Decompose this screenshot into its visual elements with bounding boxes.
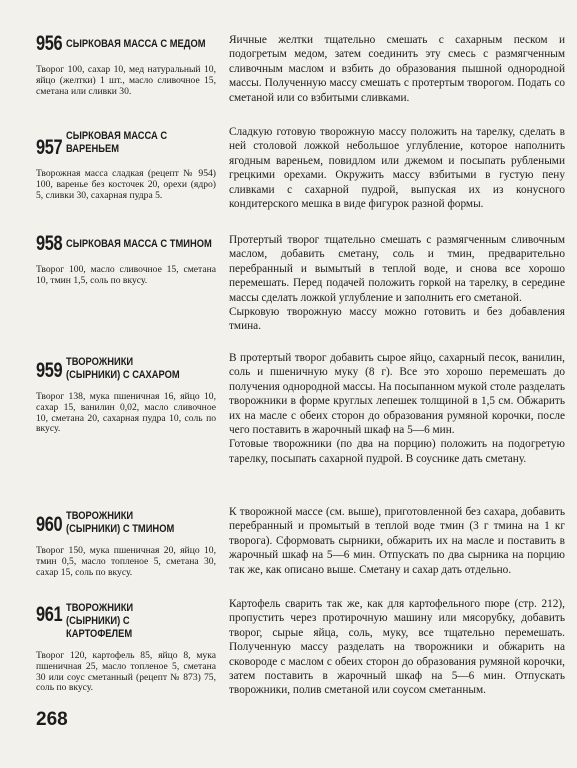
instructions-paragraph: Яичные желтки тщательно смешать с сахарным песком и подогретым медом, затем соединить эту смесь с размягченным сливочным маслом и взбить до образования пышной однородной массы. Полученную массу смешать с протертым творогом. Подать со сметаной или со взбитыми сливками. [229,34,565,104]
recipe-header [36,351,216,435]
instructions-paragraph: Готовые творожники (по два на порцию) положить на подогретую тарелку, посыпать сахарной пудрой. В соуснике дать сметану. [229,438,565,465]
instructions-paragraph: К творожной массе (см. выше), приготовленной без сахара, добавить перебранный и промытый в теплой воде тмин (3 г тмина на 1 кг творога). Сформовать сырники, обжарить их на масле и поставить в жарочный шкаф на 5—6 мин. Отпускать по два сырника на порцию так же, как описано выше. Сметану и сахар дать отдельно. [229,506,565,576]
recipe-header [36,125,216,201]
recipe-ingredients: Творог 150, мука пшеничная 20, яйцо 10, тмин 0,5, масло топленое 5, сметана 30, сахар 15, соль по вкусу. [36,545,216,578]
recipe-ingredients: Творог 100, масло сливочное 15, сметана 10, тмин 1,5, соль по вкусу. [36,264,216,286]
recipe-header [36,505,216,578]
recipe-instructions [229,597,565,698]
recipe-title: СЫРКОВАЯ МАССА С ТМИНОМ [66,238,212,250]
instructions-paragraph: Протертый творог тщательно смешать с размягченным сливочным маслом, добавить сметану, соль и тмин, предварительно перебранный и вымытый в теплой воде, и снова все хорошо перемешать. Перед подачей положить горкой на тарелку, в середине массы сделать ложкой углубление и заполнить его сметаной. [229,234,565,304]
instructions-paragraph: Сладкую готовую творожную массу положить на тарелку, сделать в ней столовой ложкой небольшое углубление, которое наполнить ягодным вареньем, повидлом или джемом и посыпать рублеными грецкими орехами. Окружить массу взбитыми в густую пену сливками с сахарной пудрой, выпуская их из конусного кондитерского мешка в виде фигурок разной формы. [229,126,565,211]
recipe-title: СЫРКОВАЯ МАССА С МЕДОМ [66,38,206,50]
recipe-ingredients: Творожная масса сладкая (рецепт № 954) 100, варенье без косточек 20, орехи (ядро) 5, сливки 30, сахарная пудра 5. [36,168,216,201]
recipe-number: 959 [36,359,63,382]
recipe-number: 956 [36,32,63,55]
recipe-title: ТВОРОЖНИКИ (СЫРНИКИ) С ТМИНОМ [66,510,175,535]
recipe-instructions [229,125,565,211]
recipe-header [36,33,216,97]
recipe-header [36,233,216,287]
recipe-title: ТВОРОЖНИКИ (СЫРНИКИ) С КАРТОФЕЛЕМ [66,602,134,640]
instructions-paragraph: Сырковую творожную массу можно готовить и без добавления тмина. [229,306,565,333]
recipe-title: СЫРКОВАЯ МАССА С ВАРЕНЬЕМ [66,130,168,155]
page-number: 268 [36,709,68,730]
recipe-instructions [229,33,565,105]
recipe-instructions [229,233,565,334]
recipe-header [36,597,216,694]
recipe-number: 957 [36,136,63,159]
recipe-instructions [229,505,565,577]
recipe-number: 960 [36,513,63,536]
recipe-number: 961 [36,603,63,626]
recipe-ingredients: Творог 100, сахар 10, мед натуральный 10, яйцо (желтки) 1 шт., масло сливочное 15, сметана или сливки 30. [36,64,216,97]
instructions-paragraph: Картофель сварить так же, как для картофельного пюре (стр. 212), пропустить через протирочную машину или мясорубку, добавить творог, сырые яйца, соль, муку, все тщательно перемешать. Полученную массу разделать на творожники и обжарить на сковороде с маслом с обеих сторон до образования румяной корочки, затем поставить в жарочный шкаф на 5—6 мин. Отпускать творожники, полив сметаной или соусом сметанным. [229,598,565,697]
recipe-number: 958 [36,232,63,255]
recipe-ingredients: Творог 120, картофель 85, яйцо 8, мука пшеничная 25, масло топленое 5, сметана 30 или соус сметанный (рецепт № 873) 75, соль по вкусу. [36,650,216,694]
recipe-title: ТВОРОЖНИКИ (СЫРНИКИ) С САХАРОМ [66,356,180,381]
recipe-ingredients: Творог 138, мука пшеничная 16, яйцо 10, сахар 15, ванилин 0,02, масло сливочное 10, сметана 20, сахарная пудра 10, соль по вкусу. [36,391,216,435]
recipe-instructions [229,351,565,466]
instructions-paragraph: В протертый творог добавить сырое яйцо, сахарный песок, ванилин, соль и пшеничную муку (8 г). Все это хорошо перемешать до получения однородной массы. На посыпанном мукой столе разделать творожники в форме круглых лепешек толщиной в 1,5 см. Обжарить их на масле с обеих сторон до образования румяной корочки, после чего поставить в жарочный шкаф на 5—6 мин. [229,352,565,437]
